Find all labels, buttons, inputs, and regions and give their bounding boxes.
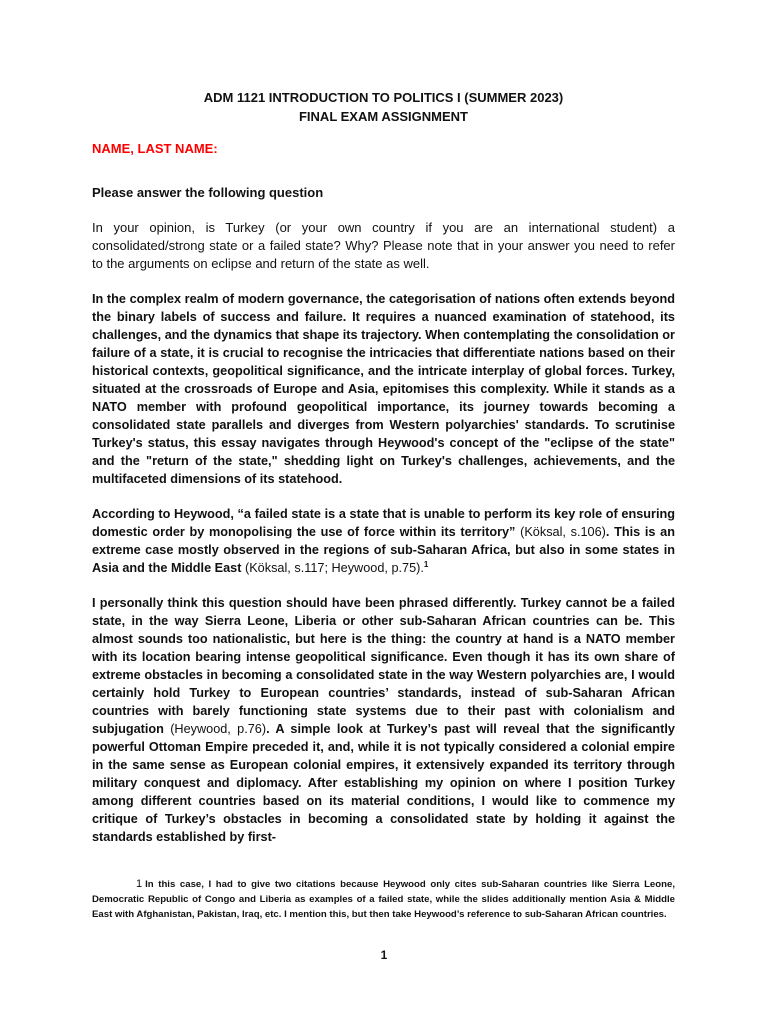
answer-paragraph-3 — [92, 594, 675, 846]
citation-koksal-heywood: (Köksal, s.117; Heywood, p.75). — [241, 561, 424, 575]
page-number: 1 — [380, 948, 388, 962]
citation-heywood-76: (Heywood, p.76) — [163, 722, 267, 736]
footnote — [92, 877, 675, 922]
document-body — [92, 88, 675, 846]
paragraph-3-text-a: I personally think this question should have been phrased differently. Turkey cannot be a failed state, in the way Sierra Leone, Liberia or other sub-Saharan African countries can be. This almost sounds too nationalistic, but here is the thing: the country at hand is a NATO member with its location bearing intense geopolitical significance. Even though it has its own share of extreme obstacles in becoming a consolidated state in the way Western polyarchies are, I would certainly hold Turkey to European countries’ standards, instead of sub-Saharan African countries with barely functioning state systems due to their past with colonialism and subjugation — [92, 596, 675, 736]
paragraph-2-text-a: According to Heywood, “a failed state is a state that is unable to perform its key role of ensuring domestic order by monopolising the use of force within its territory” — [92, 507, 675, 539]
paragraph-2-text-b: . This is an extreme case mostly observed in the regions of sub-Saharan Africa, but also in some states in Asia and the Middle East — [92, 525, 675, 575]
name-label: NAME, LAST NAME: — [92, 141, 218, 156]
answer-paragraph-1: In the complex realm of modern governance, the categorisation of nations often extends beyond the binary labels of success and failure. It requires a nuanced examination of statehood, its challenges, and the dynamics that shape its trajectory. When contemplating the consolidation or failure of a state, it is crucial to recognise the intricacies that differentiate nations based on their historical contexts, geopolitical significance, and the intricate interplay of global forces. Turkey, situated at the crossroads of Europe and Asia, epitomises this complexity. While it stands as a NATO member with profound geopolitical importance, its journey towards becoming a consolidated state parallels and diverges from Western polyarchies' standards. To scrutinise Turkey's status, this essay navigates through Heywood's concept of the "eclipse of the state" and the "return of the state," shedding light on Turkey's challenges, achievements, and the multifaceted dimensions of its statehood. — [92, 292, 675, 486]
citation-koksal-106: (Köksal, s.106) — [515, 525, 606, 539]
course-title: ADM 1121 INTRODUCTION TO POLITICS I (SUMMER 2023) — [203, 90, 564, 105]
answer-paragraph-2 — [92, 505, 675, 577]
footnote-reference: 1 — [423, 559, 429, 569]
footnote-number: 1 — [136, 878, 143, 890]
exam-question: In your opinion, is Turkey (or your own country if you are an international student) a consolidated/strong state or a failed state? Why? Please note that in your answer you need to refer to the arguments on eclipse and return of the state as well. — [92, 220, 675, 271]
instruction-text: Please answer the following question — [92, 185, 324, 200]
paragraph-3-text-b: . A simple look at Turkey’s past will reveal that the significantly powerful Ottoman Empire preceded it, and, while it is not typically considered a colonial empire in the same sense as European colonial empires, it extensively expanded its territory through military conquest and diplomacy. After establishing my opinion on where I position Turkey among different countries based on its material conditions, I would like to commence my critique of Turkey’s obstacles in becoming a consolidated state by holding it against the standards established by first- — [92, 722, 675, 844]
assignment-title: FINAL EXAM ASSIGNMENT — [298, 109, 468, 124]
footnote-text: In this case, I had to give two citations because Heywood only cites sub-Saharan countries like Sierra Leone, Democratic Republic of Congo and Liberia as examples of a failed state, while the slides additionally mention Asia & Middle East with Afghanistan, Pakistan, Iraq, etc. I mention this, but then take Heywood’s reference to sub-Saharan African countries. — [92, 879, 675, 920]
